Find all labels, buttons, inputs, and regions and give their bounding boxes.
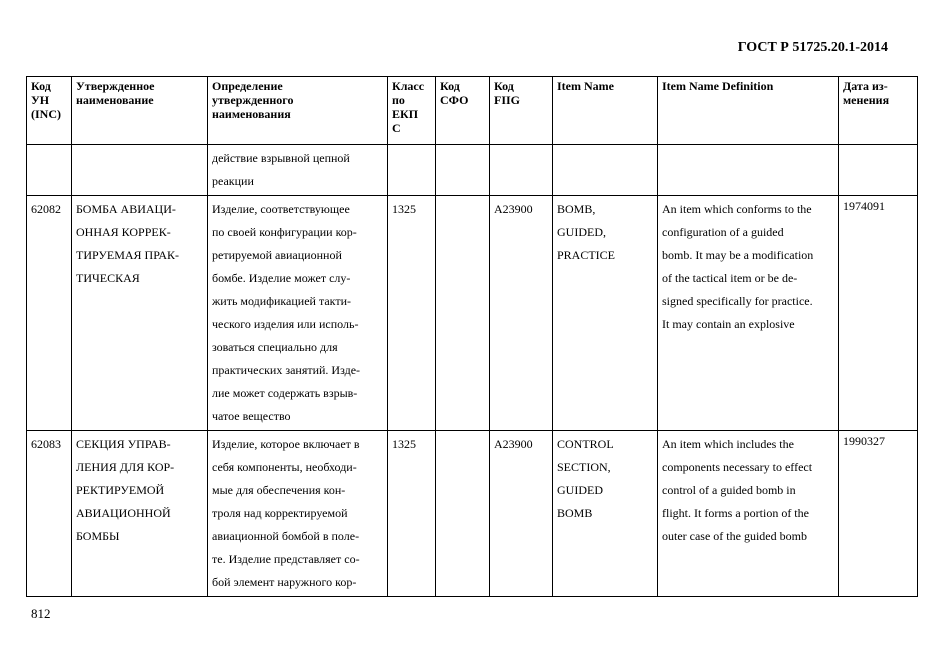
date-value: 1990327: [843, 434, 885, 448]
header-line: по: [392, 93, 405, 107]
text-line: control of a guided bomb in: [662, 483, 796, 497]
cell-value: [31, 147, 67, 170]
header-line: Определение: [212, 79, 283, 93]
text-line: бомбе. Изделие может слу-: [212, 271, 351, 285]
text-line: PRACTICE: [557, 248, 616, 262]
sfo-cell: [436, 145, 490, 196]
text-line: SECTION,: [557, 460, 611, 474]
text-line: авиационной бомбой в поле-: [212, 529, 360, 543]
col-header-code: [27, 77, 72, 145]
text-line: ТИЧЕСКАЯ: [76, 271, 140, 285]
change-date-cell: [839, 431, 918, 597]
text-line: It may contain an explosive: [662, 317, 795, 331]
text-line: реакции: [212, 174, 254, 188]
item-name-cell: [553, 145, 658, 196]
header-line: Код: [31, 79, 51, 93]
text-line: BOMB,: [557, 202, 596, 216]
header-line: Класс: [392, 79, 425, 93]
inc-code-cell: [27, 431, 72, 597]
text-line: ретируемой авиационной: [212, 248, 342, 262]
text-line: ОННАЯ КОРРЕК-: [76, 225, 171, 239]
header-line: Код: [494, 79, 514, 93]
cell-value: 1325: [392, 202, 416, 216]
item-name-cell: [553, 196, 658, 431]
text-line: ЛЕНИЯ ДЛЯ КОР-: [76, 460, 175, 474]
text-line: практических занятий. Изде-: [212, 363, 361, 377]
text-line: bomb. It may be a modification: [662, 248, 814, 262]
header-line: ЕКП: [392, 107, 419, 121]
text-line: мые для обеспечения кон-: [212, 483, 346, 497]
header-line: СФО: [440, 93, 469, 107]
text-line: действие взрывной цепной: [212, 151, 350, 165]
text-line: ческого изделия или исполь-: [212, 317, 359, 331]
cell-value: [440, 147, 485, 170]
approved-name-cell: [72, 196, 208, 431]
table-row: [27, 196, 918, 431]
text-line: flight. It forms a portion of the: [662, 506, 809, 520]
approved-name-cell: [72, 145, 208, 196]
cell-value: 62083: [31, 437, 61, 451]
definition-cell: [208, 196, 388, 431]
text-line: components necessary to effect: [662, 460, 813, 474]
page-number: 812: [31, 606, 51, 621]
fiig-cell: [490, 431, 553, 597]
col-header-item-definition: [658, 77, 839, 145]
header-line: Код: [440, 79, 460, 93]
cell-value: [440, 198, 485, 221]
cell-value: [392, 147, 431, 170]
cell-value: 62082: [31, 202, 61, 216]
cell-value: A23900: [494, 437, 533, 451]
col-header-date: [839, 77, 918, 145]
header-line: Item Name Definition: [662, 79, 774, 93]
text-line: БОМБА АВИАЦИ-: [76, 202, 176, 216]
text-line: GUIDED: [557, 483, 603, 497]
col-header-definition: [208, 77, 388, 145]
cell-value: [440, 433, 485, 456]
cell-value: A23900: [494, 202, 533, 216]
nomenclature-table: [26, 76, 918, 597]
item-definition-cell: [658, 431, 839, 597]
table-body: [27, 145, 918, 597]
change-date-cell: [839, 196, 918, 431]
cell-value: 1325: [392, 437, 416, 451]
text-line: An item which includes the: [662, 437, 794, 451]
col-header-item-name: [553, 77, 658, 145]
header-line: Утвержденное: [76, 79, 155, 93]
cell-value: [494, 147, 548, 170]
col-header-fiig: [490, 77, 553, 145]
date-value: 1974091: [843, 199, 885, 213]
standard-designation: ГОСТ Р 51725.20.1-2014: [737, 40, 888, 55]
text-line: An item which conforms to the: [662, 202, 812, 216]
col-header-sfo: [436, 77, 490, 145]
text-line: троля над корректируемой: [212, 506, 348, 520]
inc-code-cell: [27, 145, 72, 196]
item-name-cell: [553, 431, 658, 597]
class-cell: [388, 196, 436, 431]
definition-cell: [208, 431, 388, 597]
inc-code-cell: [27, 196, 72, 431]
header-line: С: [392, 121, 401, 135]
text-line: те. Изделие представляет со-: [212, 552, 360, 566]
text-line: РЕКТИРУЕМОЙ: [76, 483, 165, 497]
text-line: АВИАЦИОННОЙ: [76, 506, 171, 520]
sfo-cell: [436, 196, 490, 431]
table-row: [27, 145, 918, 196]
text-line: configuration of a guided: [662, 225, 784, 239]
header-line: Дата из-: [843, 79, 888, 93]
header-line: менения: [843, 93, 890, 107]
text-line: BOMB: [557, 506, 593, 520]
text-line: CONTROL: [557, 437, 614, 451]
text-line: зоваться специально для: [212, 340, 338, 354]
class-cell: [388, 145, 436, 196]
text-line: of the tactical item or be de-: [662, 271, 798, 285]
text-line: signed specifically for practice.: [662, 294, 813, 308]
header-line: утвержденного: [212, 93, 294, 107]
header-line: УН: [31, 93, 50, 107]
table-header-row: [27, 77, 918, 145]
header-line: наименования: [212, 107, 291, 121]
text-line: БОМБЫ: [76, 529, 120, 543]
header-line: Item Name: [557, 79, 614, 93]
fiig-cell: [490, 196, 553, 431]
text-line: outer case of the guided bomb: [662, 529, 807, 543]
item-definition-cell: [658, 145, 839, 196]
text-line: себя компоненты, необходи-: [212, 460, 357, 474]
table-row: [27, 431, 918, 597]
col-header-class: [388, 77, 436, 145]
text-line: Изделие, которое включает в: [212, 437, 360, 451]
text-line: бой элемент наружного кор-: [212, 575, 357, 589]
change-date-cell: [839, 145, 918, 196]
col-header-approved-name: [72, 77, 208, 145]
text-line: Изделие, соответствующее: [212, 202, 350, 216]
sfo-cell: [436, 431, 490, 597]
text-line: ТИРУЕМАЯ ПРАК-: [76, 248, 180, 262]
class-cell: [388, 431, 436, 597]
text-line: СЕКЦИЯ УПРАВ-: [76, 437, 171, 451]
fiig-cell: [490, 145, 553, 196]
text-line: лие может содержать взрыв-: [212, 386, 358, 400]
approved-name-cell: [72, 431, 208, 597]
text-line: чатое вещество: [212, 409, 291, 423]
text-line: GUIDED,: [557, 225, 606, 239]
text-line: жить модификацией такти-: [212, 294, 352, 308]
text-line: по своей конфигурации кор-: [212, 225, 357, 239]
header-line: FIIG: [494, 93, 521, 107]
item-definition-cell: [658, 196, 839, 431]
header-line: (INC): [31, 107, 61, 121]
definition-cell: [208, 145, 388, 196]
header-line: наименование: [76, 93, 154, 107]
